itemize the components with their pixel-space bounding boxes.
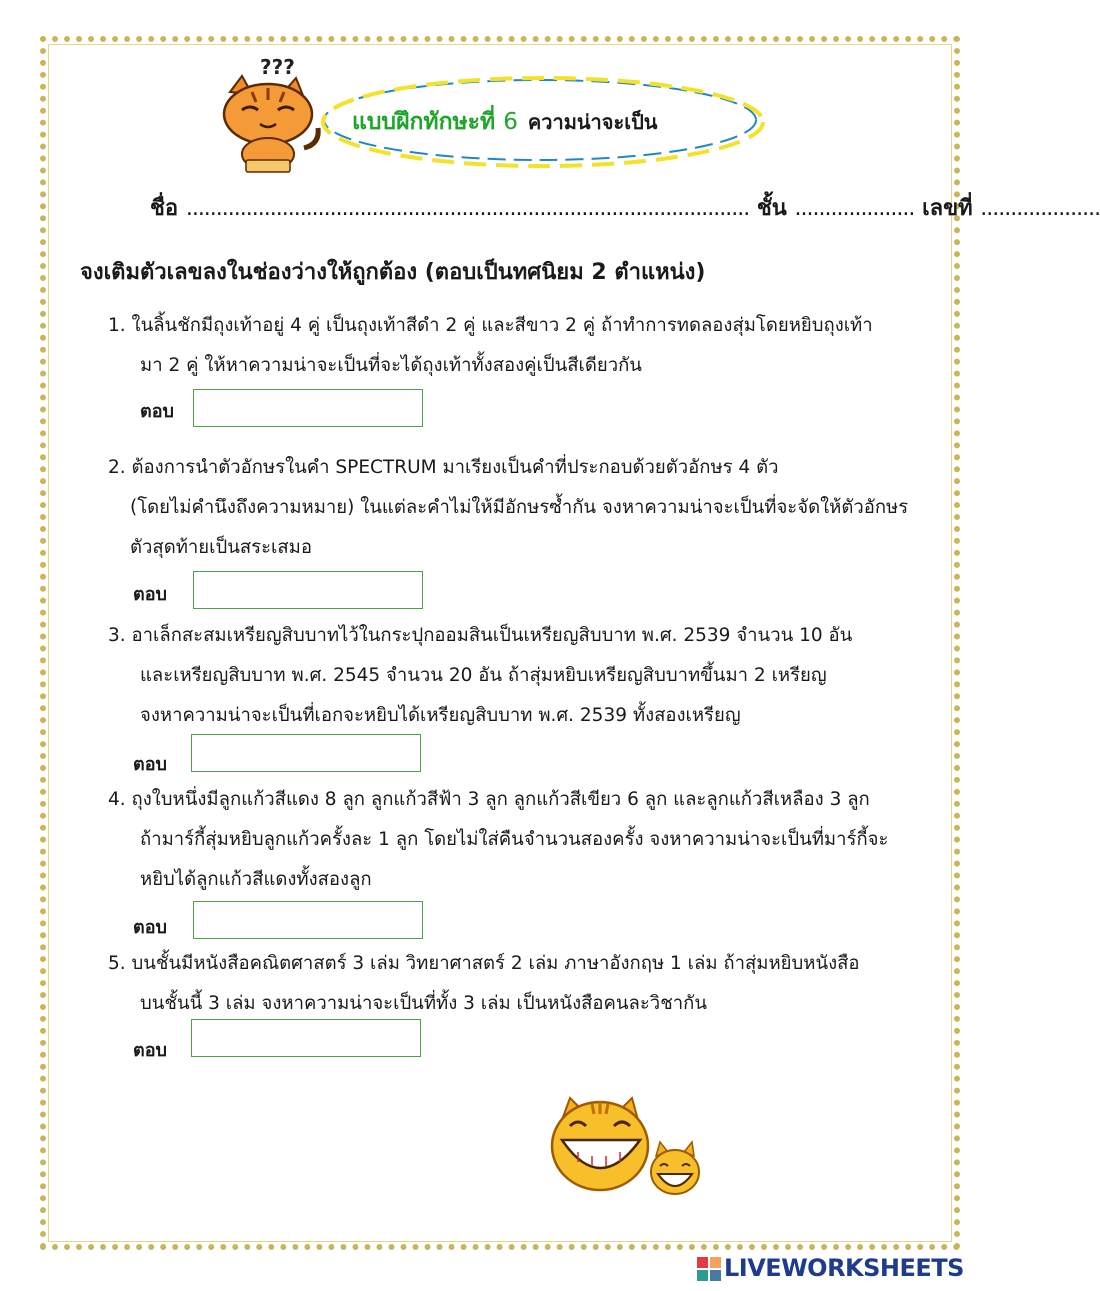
question-line: หยิบได้ลูกแก้วสีแดงทั้งสองลูก — [140, 869, 372, 890]
name-label: ชื่อ — [150, 196, 179, 221]
brand-text: LIVEWORKSHEETS — [724, 1254, 964, 1282]
student-info-row — [150, 190, 1100, 225]
question-line: และเหรียญสิบบาท พ.ศ. 2545 จำนวน 20 อัน ถ้าสุ่มหยิบเหรียญสิบบาทขึ้นมา 2 เหรียญ — [140, 665, 827, 686]
class-blank[interactable]: .................... — [794, 196, 915, 221]
question-line: 5. บนชั้นมีหนังสือคณิตศาสตร์ 3 เล่ม วิทยาศาสตร์ 2 เล่ม ภาษาอังกฤษ 1 เล่ม ถ้าสุ่มหยิบหนังสือ — [108, 953, 860, 974]
question-line: 2. ต้องการนำตัวอักษรในคำ SPECTRUM มาเรียงเป็นคำที่ประกอบด้วยตัวอักษร 4 ตัว — [108, 457, 779, 478]
question-4 — [108, 780, 930, 900]
answer-input-2[interactable] — [193, 571, 423, 609]
question-marks: ??? — [260, 55, 295, 79]
liveworksheets-logo-icon — [696, 1256, 722, 1282]
instruction-heading: จงเติมตัวเลขลงในช่องว่างให้ถูกต้อง (ตอบเป็นทศนิยม 2 ตำแหน่ง) — [80, 260, 706, 285]
question-line: จงหาความน่าจะเป็นที่เอกจะหยิบได้เหรียญสิบบาท พ.ศ. 2539 ทั้งสองเหรียญ — [140, 705, 741, 726]
question-2 — [108, 448, 930, 568]
question-5 — [108, 944, 930, 1024]
laughing-cats-icon — [548, 1090, 708, 1200]
question-1 — [108, 306, 930, 386]
answer-label: ตอบ — [133, 1040, 167, 1061]
title-number: 6 — [503, 109, 518, 135]
question-line: บนชั้นนี้ 3 เล่ม จงหาความน่าจะเป็นที่ทั้ง 3 เล่ม เป็นหนังสือคนละวิชากัน — [140, 993, 707, 1014]
answer-label: ตอบ — [133, 917, 167, 938]
answer-label: ตอบ — [133, 754, 167, 775]
class-label: ชั้น — [756, 196, 787, 221]
answer-input-5[interactable] — [191, 1019, 421, 1057]
number-label: เลขที่ — [922, 196, 973, 221]
worksheet-title — [352, 104, 752, 140]
question-line: ตัวสุดท้ายเป็นสระเสมอ — [130, 537, 312, 558]
question-line: ถ้ามาร์กี้สุ่มหยิบลูกแก้วครั้งละ 1 ลูก โดยไม่ใส่คืนจำนวนสองครั้ง จงหาความน่าจะเป็นที่มาร์กี้จะ — [140, 829, 889, 850]
question-line: 4. ถุงใบหนึ่งมีลูกแก้วสีแดง 8 ลูก ลูกแก้วสีฟ้า 3 ลูก ลูกแก้วสีเขียว 6 ลูก และลูกแก้วสีเหลือง 3 ลูก — [108, 789, 870, 810]
question-line: 3. อาเล็กสะสมเหรียญสิบบาทไว้ในกระปุกออมสินเป็นเหรียญสิบบาท พ.ศ. 2539 จำนวน 10 อัน — [108, 625, 853, 646]
title-topic: ความน่าจะเป็น — [527, 110, 658, 134]
answer-input-3[interactable] — [191, 734, 421, 772]
name-blank[interactable]: .............................................................................................. — [185, 196, 750, 221]
answer-label: ตอบ — [133, 584, 167, 605]
answer-input-4[interactable] — [193, 901, 423, 939]
confused-cat-icon — [212, 52, 330, 176]
question-3 — [108, 616, 930, 736]
question-line: 1. ในลิ้นชักมีถุงเท้าอยู่ 4 คู่ เป็นถุงเท้าสีดำ 2 คู่ และสีขาว 2 คู่ ถ้าทำการทดลองสุ่มโดยหยิบถุงเท้า — [108, 315, 873, 336]
title-prefix: แบบฝึกทักษะที่ 6 — [352, 109, 518, 135]
liveworksheets-brand[interactable] — [696, 1254, 996, 1286]
number-blank[interactable]: .................... — [980, 196, 1100, 221]
question-line: มา 2 คู่ ให้หาความน่าจะเป็นที่จะได้ถุงเท้าทั้งสองคู่เป็นสีเดียวกัน — [140, 355, 642, 376]
answer-label: ตอบ — [140, 401, 174, 422]
question-line: (โดยไม่คำนึงถึงความหมาย) ในแต่ละคำไม่ให้มีอักษรซ้ำกัน จงหาความน่าจะเป็นที่จะจัดให้ตัวอักษร — [130, 497, 909, 518]
answer-input-1[interactable] — [193, 389, 423, 427]
